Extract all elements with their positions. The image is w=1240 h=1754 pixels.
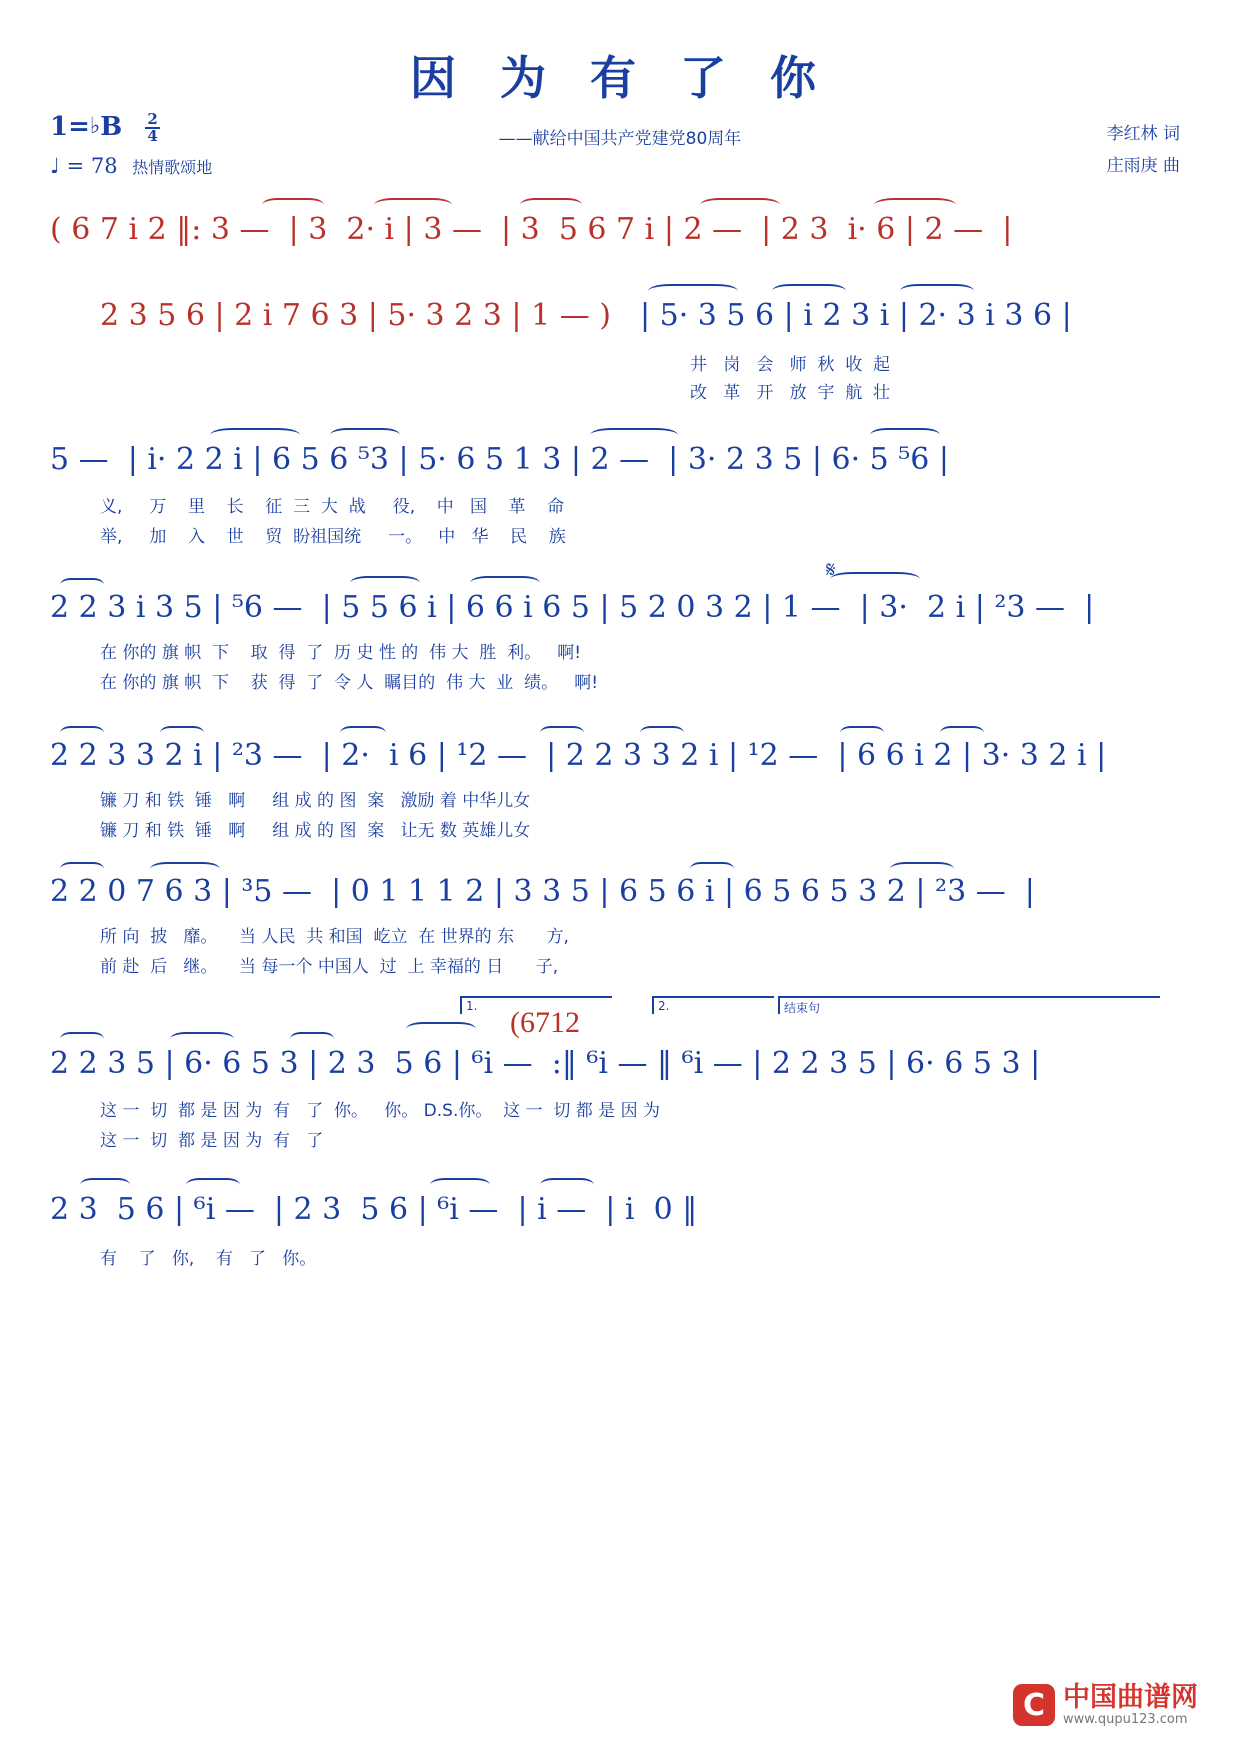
notes-line-5: 2 2 3 3 2 i | ²3 — | 2· i 6 | ¹2 — | 2 2 3 3 2 i | ¹2 — | 6 6 i 2 | 3· 3 2 i |	[50, 738, 1107, 773]
coda-bracket	[778, 996, 1160, 1014]
site-url: www.qupu123.com	[1063, 1712, 1188, 1728]
ending-2-label: 2.	[658, 999, 670, 1013]
lyrics-line-5-v1: 镰 刀 和 铁 锤 啊 组 成 的 图 案 激励 着 中华儿女	[100, 791, 531, 811]
lyrics-line-3-v1: 义, 万 里 长 征 三 大 战 役, 中 国 革 命	[100, 497, 565, 517]
ending-bracket-2	[652, 996, 774, 1014]
site-watermark	[1013, 1682, 1198, 1728]
score-line-8	[0, 1192, 1240, 1246]
score-line-1	[0, 212, 1240, 266]
coda-label: 结束句	[784, 1001, 821, 1015]
score-line-5	[0, 738, 1240, 792]
credits	[1107, 118, 1180, 183]
key-label: 1=	[50, 112, 90, 142]
page-title: 因 为 有 了 你	[409, 51, 831, 105]
lyricist: 李红林 词	[1106, 124, 1180, 144]
key-letter: B	[100, 112, 123, 142]
notes-line-4: 2 2 3 i 3 5 | ⁵6 — | 5 5 6 i | 6 6 i 6 5 | 5 2 0 3 2 | 1 — | 3· 2 i | ²3 — |	[50, 590, 1095, 625]
lyrics-line-4-v2: 在 你的 旗 帜 下 获 得 了 令 人 瞩目的 伟 大 业 绩。 啊!	[100, 673, 599, 693]
lyrics-line-3-v2: 举, 加 入 世 贸 盼祖国统 一。 中 华 民 族	[100, 527, 566, 547]
lyrics-line-7-v1: 这 一 切 都 是 因 为 有 了 你。 你。 D.S.你。 这 一 切 都 是 因 为	[100, 1101, 660, 1121]
lyrics-line-8-v1: 有 了 你, 有 了 你。	[100, 1249, 317, 1269]
lyrics-line-6-v1: 所 向 披 靡。 当 人民 共 和国 屹立 在 世界的 东 方,	[100, 927, 569, 947]
score-line-7	[0, 999, 1240, 1081]
key-signature	[50, 112, 160, 144]
score-line-6	[0, 874, 1240, 928]
meter-numerator: 2	[147, 110, 158, 128]
lyrics-line-2-v2: 改 革 开 放 宇 航 壮	[690, 383, 891, 403]
notes-line-2-red: 2 3 5 6 | 2 i 7 6 3 | 5· 3 2 3 | 1 — )	[100, 298, 611, 333]
meter-denominator: 4	[147, 127, 158, 145]
tempo-marking	[50, 154, 212, 178]
tempo-value: = 78	[66, 154, 118, 178]
lyrics-line-2-v1: 井 岗 会 师 秋 收 起	[690, 355, 891, 375]
logo-icon: C	[1013, 1684, 1055, 1726]
ending-1-label: 1.	[466, 999, 478, 1013]
page-subtitle: ——献给中国共产党建党80周年	[498, 129, 742, 149]
lyrics-line-6-v2: 前 赴 后 继。 当 每一个 中国人 过 上 幸福的 日 子,	[100, 957, 559, 977]
notes-line-8: 2 3 5 6 | ⁶i — | 2 3 5 6 | ⁶i — | i — | i 0 ‖	[50, 1192, 698, 1227]
score-line-4	[0, 558, 1240, 644]
score-line-3	[0, 442, 1240, 496]
notes-line-2-blue: | 5· 3 5 6 | i 2 3 i | 2· 3 i 3 6 |	[640, 298, 1072, 333]
lyrics-line-7-v2: 这 一 切 都 是 因 为 有 了	[100, 1131, 324, 1151]
site-name: 中国曲谱网	[1063, 1682, 1198, 1714]
lyrics-line-4-v1: 在 你的 旗 帜 下 取 得 了 历 史 性 的 伟 大 胜 利。 啊!	[100, 643, 582, 663]
quarter-note-icon: ♩	[50, 154, 60, 178]
notes-line-7: 2 2 3 5 | 6· 6 5 3 | 2 3 5 6 | ⁶i — :‖ ⁶i — ‖ ⁶i — | 2 2 3 5 | 6· 6 5 3 |	[50, 1046, 1041, 1081]
notes-line-3: 5 — | i· 2 2 i | 6 5 6 ⁵3 | 5· 6 5 1 3 | 2 — | 3· 2 3 5 | 6· 5 ⁵6 |	[50, 442, 950, 477]
mood-marking: 热情歌颂地	[132, 158, 213, 177]
notes-line-1: ( 6 7 i 2 ‖: 3 — | 3 2· i | 3 — | 3 5 6 7 i | 2 — | 2 3 i· 6 | 2 — |	[50, 212, 1013, 247]
notes-line-6: 2 2 0 7 6 3 | ³5 — | 0 1 1 1 2 | 3 3 5 | 6 5 6 i | 6 5 6 5 3 2 | ²3 — |	[50, 874, 1035, 909]
cue-note-group: (6712	[510, 1006, 580, 1039]
composer: 庄雨庚 曲	[1106, 156, 1180, 177]
time-signature	[145, 112, 159, 144]
lyrics-line-5-v2: 镰 刀 和 铁 锤 啊 组 成 的 图 案 让无 数 英雄儿女	[100, 821, 531, 841]
segno-icon: 𝄋	[826, 558, 836, 583]
flat-icon: ♭	[89, 113, 101, 139]
